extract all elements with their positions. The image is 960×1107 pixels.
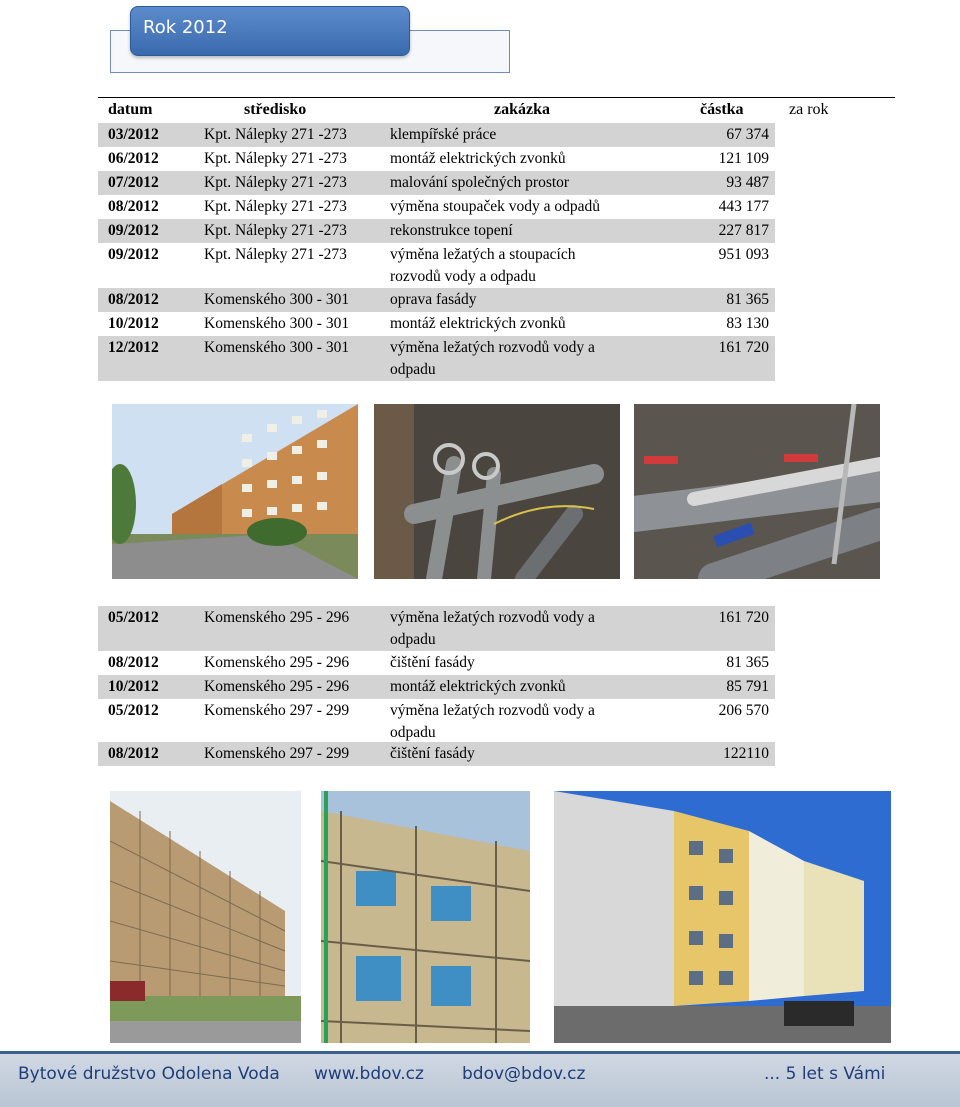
- row-date: 12/2012: [108, 339, 159, 356]
- row-date: 08/2012: [108, 198, 159, 215]
- row-amount: 161 720: [718, 609, 769, 626]
- row-amount: 81 365: [726, 291, 769, 308]
- row-blank: [775, 742, 895, 766]
- table-row: [98, 651, 895, 675]
- table-row: [98, 336, 895, 381]
- footer-email-link[interactable]: bdov@bdov.cz: [462, 1064, 586, 1084]
- year-label: Rok 2012: [143, 17, 228, 38]
- row-date: 08/2012: [108, 654, 159, 671]
- row-date: 09/2012: [108, 246, 159, 263]
- table-header: [98, 97, 895, 120]
- row-job: čištění fasády: [390, 745, 475, 762]
- row-date: 08/2012: [108, 745, 159, 762]
- footer-tagline: ... 5 let s Vámi: [764, 1064, 886, 1084]
- row-job: výměna ležatých rozvodů vody a odpadu: [390, 339, 595, 378]
- row-date: 08/2012: [108, 291, 159, 308]
- row-amount: 93 487: [726, 174, 769, 191]
- row-blank: [775, 675, 895, 699]
- row-place: Kpt. Nálepky 271 -273: [204, 174, 347, 191]
- row-job: montáž elektrických zvonků: [390, 315, 566, 332]
- row-place: Komenského 297 - 299: [204, 745, 350, 762]
- row-amount: 67 374: [726, 126, 769, 143]
- footer-bar: [0, 1051, 960, 1107]
- row-amount: 85 791: [726, 678, 769, 695]
- row-amount: 122110: [723, 745, 769, 762]
- table-row: [98, 288, 895, 312]
- col-castka: částka: [700, 101, 744, 118]
- table-row: [98, 675, 895, 699]
- row-job: malování společných prostor: [390, 174, 570, 191]
- row-amount: 443 177: [718, 198, 769, 215]
- row-amount: 227 817: [718, 222, 769, 239]
- row-blank: [775, 171, 895, 195]
- table-row: [98, 243, 895, 288]
- row-place: Kpt. Nálepky 271 -273: [204, 150, 347, 167]
- year-banner: [130, 6, 410, 56]
- table-row: [98, 171, 895, 195]
- row-job: výměna ležatých rozvodů vody a odpadu: [390, 609, 595, 648]
- col-za-rok: za rok: [789, 101, 829, 118]
- row-job: montáž elektrických zvonků: [390, 678, 566, 695]
- row-date: 10/2012: [108, 678, 159, 695]
- row-place: Komenského 297 - 299: [204, 702, 350, 719]
- row-job: rekonstrukce topení: [390, 222, 513, 239]
- photo-scaffold-building: [110, 791, 301, 1043]
- row-job: výměna ležatých rozvodů vody a odpadu: [390, 702, 595, 741]
- row-place: Komenského 295 - 296: [204, 654, 350, 671]
- row-place: Komenského 295 - 296: [204, 609, 350, 626]
- row-blank: [775, 336, 895, 381]
- photo-valves: [374, 404, 620, 579]
- row-date: 03/2012: [108, 126, 159, 143]
- photo-insulated-pipes: [634, 404, 880, 579]
- row-date: 05/2012: [108, 609, 159, 626]
- row-blank: [775, 219, 895, 243]
- col-datum: datum: [108, 101, 153, 118]
- row-place: Komenského 300 - 301: [204, 291, 350, 308]
- photo-renovated-building: [554, 791, 891, 1043]
- col-stredisko: středisko: [244, 101, 307, 118]
- row-date: 09/2012: [108, 222, 159, 239]
- row-date: 10/2012: [108, 315, 159, 332]
- footer-org: Bytové družstvo Odolena Voda: [18, 1064, 280, 1084]
- footer-web-link[interactable]: www.bdov.cz: [314, 1064, 424, 1084]
- row-job: výměna stoupaček vody a odpadů: [390, 198, 601, 215]
- table-row: [98, 742, 895, 766]
- row-amount: 206 570: [718, 702, 769, 719]
- row-amount: 951 093: [718, 246, 769, 263]
- row-date: 06/2012: [108, 150, 159, 167]
- row-place: Komenského 300 - 301: [204, 315, 350, 332]
- row-blank: [775, 123, 895, 147]
- row-job: klempířské práce: [390, 126, 497, 143]
- row-place: Kpt. Nálepky 271 -273: [204, 246, 347, 263]
- row-amount: 83 130: [726, 315, 769, 332]
- row-job: čištění fasády: [390, 654, 475, 671]
- row-place: Kpt. Nálepky 271 -273: [204, 222, 347, 239]
- row-blank: [775, 288, 895, 312]
- table-row: [98, 606, 895, 651]
- row-place: Kpt. Nálepky 271 -273: [204, 126, 347, 143]
- col-zakazka: zakázka: [494, 101, 550, 118]
- row-amount: 81 365: [726, 654, 769, 671]
- table-row: [98, 312, 895, 336]
- row-place: Komenského 300 - 301: [204, 339, 350, 356]
- row-date: 05/2012: [108, 702, 159, 719]
- row-amount: 161 720: [718, 339, 769, 356]
- photo-building-street: [112, 404, 358, 579]
- row-amount: 121 109: [718, 150, 769, 167]
- photo-scaffold-facade: [321, 791, 530, 1043]
- row-job: oprava fasády: [390, 291, 477, 308]
- table-row: [98, 195, 895, 219]
- table-row: [98, 219, 895, 243]
- table-row: [98, 699, 895, 742]
- row-blank: [775, 606, 895, 651]
- row-date: 07/2012: [108, 174, 159, 191]
- row-place: Kpt. Nálepky 271 -273: [204, 198, 347, 215]
- row-place: Komenského 295 - 296: [204, 678, 350, 695]
- table-row: [98, 147, 895, 171]
- table-row: [98, 123, 895, 147]
- row-job: montáž elektrických zvonků: [390, 150, 566, 167]
- row-job: výměna ležatých a stoupacích rozvodů vody a odpadu: [390, 246, 576, 285]
